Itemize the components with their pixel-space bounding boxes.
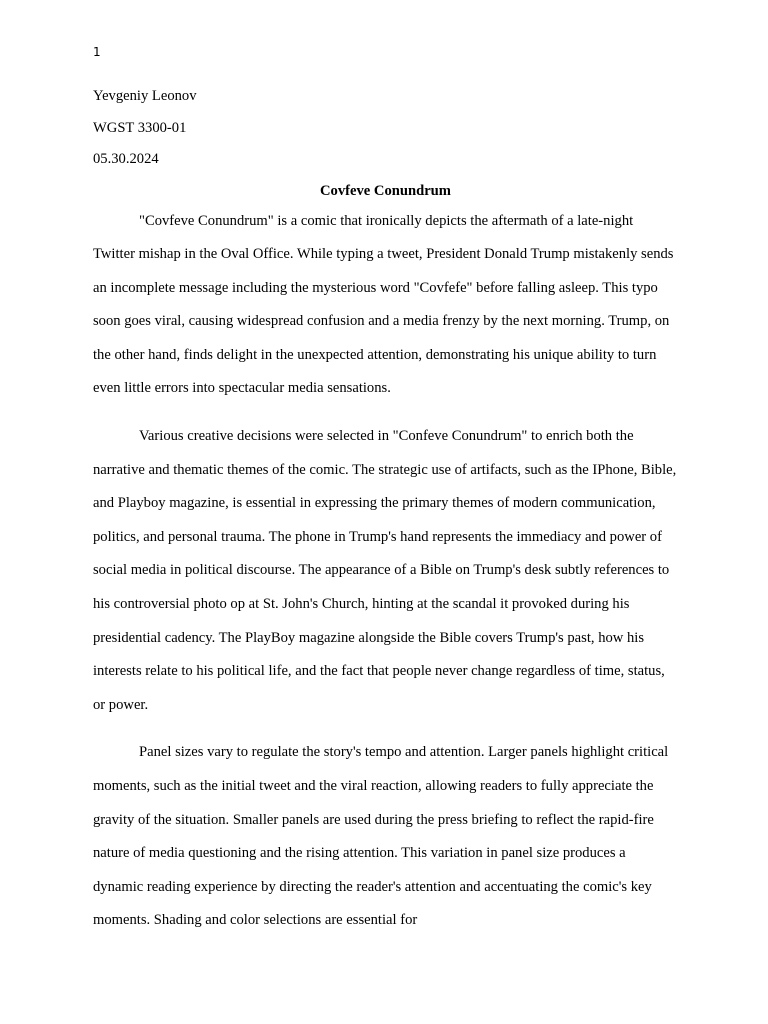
course-code: WGST 3300-01	[93, 119, 187, 136]
page-number: 1	[93, 45, 101, 59]
document-date: 05.30.2024	[93, 151, 159, 167]
author-name: Yevgeniy Leonov	[93, 88, 197, 104]
document-body	[93, 86, 678, 952]
paragraph-1: "Covfeve Conundrum" is a comic that ironically depicts the aftermath of a late-night Twitter mishap in the Oval Office. While typing a tweet, President Donald Trump mistakenly sends an incomplete message including the mysterious word "Covfefe" before falling asleep. This typo soon goes viral, causing widespread confusion and a media frenzy by the next morning. Trump, on the other hand, finds delight in the unexpected attention, demonstrating his unique ability to turn even little errors into spectacular media sensations.	[93, 212, 674, 397]
paragraph-2: Various creative decisions were selected in "Confeve Conundrum" to enrich both the narrative and thematic themes of the comic. The strategic use of artifacts, such as the IPhone, Bible, and Playboy magazine, is essential in expressing the primary themes of modern communication, politics, and personal trauma. The phone in Trump's hand represents the immediacy and power of social media in political discourse. The appearance of a Bible on Trump's desk subtly references to his controversial photo op at St. John's Church, hinting at the scandal it provoked during his presidential cadency. The PlayBoy magazine alongside the Bible covers Trump's past, how his interests relate to his political life, and the fact that people never change regardless of time, status, or power.	[93, 428, 677, 713]
document-title: Covfeve Conundrum	[320, 182, 451, 199]
paragraph-3: Panel sizes vary to regulate the story's tempo and attention. Larger panels highlight critical moments, such as the initial tweet and the viral reaction, allowing readers to fully appreciate the gravity of the situation. Smaller panels are used during the press briefing to reflect the rapid-fire nature of media questioning and the rising attention. This variation in panel size produces a dynamic reading experience by directing the reader's attention and accentuating the comic's key moments. Shading and color selections are essential for	[93, 744, 669, 929]
